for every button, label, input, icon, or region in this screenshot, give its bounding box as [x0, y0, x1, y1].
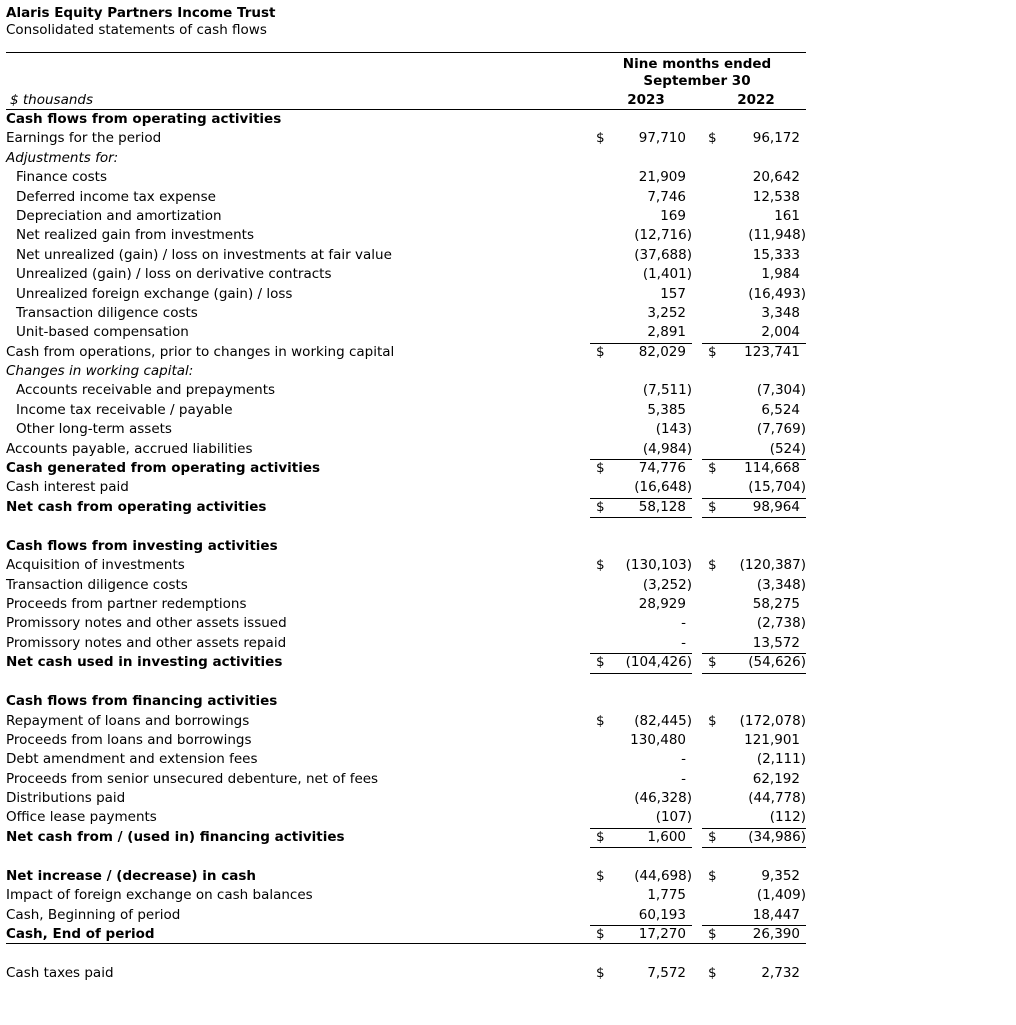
cash-flow-statement — [6, 4, 806, 981]
value-cell-2023 — [590, 808, 692, 828]
value-cell-2022 — [702, 556, 806, 575]
value-cell-2023 — [590, 886, 692, 905]
period-heading — [596, 56, 798, 89]
amount: (46,328) — [634, 790, 692, 807]
amount: 58,275 — [752, 595, 800, 612]
currency-symbol: $ — [708, 867, 717, 884]
currency-symbol: $ — [596, 343, 605, 360]
year-2023-header: 2023 — [627, 92, 665, 108]
statement-title: Consolidated statements of cash flows — [6, 22, 267, 38]
amount: (107) — [655, 809, 692, 826]
line-item-label: Cash generated from operating activities — [6, 460, 321, 477]
value-cell-2023 — [590, 556, 692, 575]
amount: 3,252 — [647, 304, 686, 321]
value-cell-2023 — [590, 498, 692, 518]
value-cell-2023 — [590, 265, 692, 284]
statement-row — [6, 886, 806, 905]
value-cell-2022 — [702, 614, 806, 633]
line-item-label: Cash interest paid — [6, 479, 129, 496]
amount: (3,348) — [756, 576, 806, 593]
top-rule — [6, 52, 806, 53]
value-cell-2023 — [590, 440, 692, 460]
value-cell-2023 — [590, 925, 692, 944]
value-cell-2022 — [702, 867, 806, 886]
line-item-label: Deferred income tax expense — [16, 188, 216, 205]
amount: 20,642 — [752, 169, 800, 186]
value-cell-2022 — [702, 440, 806, 460]
amount: 96,172 — [752, 130, 800, 147]
column-header — [6, 56, 806, 110]
line-item-label: Cash, End of period — [6, 926, 155, 943]
value-cell-2022 — [702, 420, 806, 439]
value-cell-2023 — [590, 188, 692, 207]
amount: (143) — [655, 421, 692, 438]
amount: 3,348 — [761, 304, 800, 321]
value-cell-2022 — [702, 226, 806, 245]
statement-row — [6, 440, 806, 459]
value-cell-2022 — [702, 381, 806, 400]
amount: (11,948) — [748, 227, 806, 244]
value-cell-2022 — [702, 285, 806, 304]
value-cell-2023 — [590, 614, 692, 633]
spacer-row — [6, 944, 806, 964]
value-cell-2023 — [590, 207, 692, 226]
amount: (2,738) — [756, 615, 806, 632]
statement-row — [6, 110, 806, 129]
statement-row — [6, 343, 806, 362]
value-cell-2023 — [590, 789, 692, 808]
line-item-label: Adjustments for: — [6, 149, 119, 166]
amount: 1,775 — [647, 887, 686, 904]
company-name: Alaris Equity Partners Income Trust — [6, 5, 276, 21]
amount: 7,746 — [647, 188, 686, 205]
value-cell-2023 — [590, 906, 692, 926]
value-cell-2023 — [590, 653, 692, 673]
statement-row — [6, 867, 806, 886]
amount: 17,270 — [638, 926, 686, 943]
statement-row — [6, 246, 806, 265]
line-item-label: Accounts payable, accrued liabilities — [6, 440, 253, 457]
amount: (2,111) — [756, 751, 806, 768]
currency-symbol: $ — [596, 130, 605, 147]
line-item-label: Income tax receivable / payable — [16, 401, 233, 418]
year-2022-header: 2022 — [737, 92, 775, 108]
amount: 12,538 — [752, 188, 800, 205]
currency-symbol: $ — [596, 654, 605, 671]
currency-symbol: $ — [596, 498, 605, 515]
amount: 6,524 — [761, 401, 800, 418]
value-cell-2023 — [590, 770, 692, 789]
statement-row — [6, 712, 806, 731]
value-cell-2023 — [590, 828, 692, 848]
amount: (16,648) — [634, 479, 692, 496]
line-item-label: Unrealized foreign exchange (gain) / loss — [16, 285, 293, 302]
statement-row — [6, 556, 806, 575]
amount: (120,387) — [739, 557, 806, 574]
statement-row — [6, 304, 806, 323]
value-cell-2022 — [702, 925, 806, 944]
amount: (16,493) — [748, 285, 806, 302]
value-cell-2023 — [590, 246, 692, 265]
statement-row — [6, 828, 806, 847]
value-cell-2022 — [702, 459, 806, 478]
amount: 13,572 — [752, 634, 800, 651]
amount: 2,732 — [761, 965, 800, 981]
line-item-label: Cash from operations, prior to changes in working capital — [6, 343, 395, 360]
value-cell-2022 — [702, 808, 806, 828]
value-cell-2023 — [590, 595, 692, 614]
statement-row — [6, 478, 806, 497]
amount: (3,252) — [642, 576, 692, 593]
value-cell-2022 — [702, 770, 806, 789]
value-cell-2022 — [702, 498, 806, 518]
line-item-label: Net increase / (decrease) in cash — [6, 867, 256, 884]
statement-row — [6, 770, 806, 789]
statement-row — [6, 362, 806, 381]
amount: 74,776 — [638, 460, 686, 477]
line-item-label: Net realized gain from investments — [16, 227, 254, 244]
amount: 5,385 — [647, 401, 686, 418]
statement-row — [6, 381, 806, 400]
value-cell-2022 — [702, 265, 806, 284]
value-cell-2022 — [702, 595, 806, 614]
statement-row — [6, 925, 806, 944]
currency-symbol: $ — [596, 460, 605, 477]
value-cell-2022 — [702, 246, 806, 265]
value-cell-2023 — [590, 401, 692, 420]
amount: 2,891 — [647, 324, 686, 341]
line-item-label: Promissory notes and other assets issued — [6, 615, 287, 632]
statement-row — [6, 595, 806, 614]
amount: 21,909 — [638, 169, 686, 186]
line-item-label: Office lease payments — [6, 809, 157, 826]
spacer-row — [6, 673, 806, 693]
amount: 130,480 — [630, 731, 686, 748]
line-item-label: Unit-based compensation — [16, 324, 189, 341]
line-item-label: Transaction diligence costs — [16, 304, 198, 321]
amount: - — [681, 615, 686, 632]
value-cell-2022 — [702, 906, 806, 926]
amount: 18,447 — [752, 906, 800, 923]
amount: 98,964 — [752, 498, 800, 515]
statement-row — [6, 420, 806, 439]
spacer-row — [6, 517, 806, 537]
amount: - — [681, 634, 686, 651]
value-cell-2022 — [702, 576, 806, 595]
line-item-label: Proceeds from partner redemptions — [6, 595, 247, 612]
currency-symbol: $ — [708, 557, 717, 574]
line-item-label: Distributions paid — [6, 790, 126, 807]
value-cell-2022 — [702, 323, 806, 343]
statement-row — [6, 401, 806, 420]
statement-row — [6, 576, 806, 595]
line-item-label: Promissory notes and other assets repaid — [6, 634, 287, 651]
statement-row — [6, 634, 806, 653]
statement-row — [6, 537, 806, 556]
value-cell-2023 — [590, 731, 692, 750]
amount: 1,600 — [647, 828, 686, 845]
currency-symbol: $ — [596, 712, 605, 729]
amount: 157 — [660, 285, 686, 302]
amount: (104,426) — [625, 654, 692, 671]
amount: (4,984) — [642, 440, 692, 457]
value-cell-2022 — [702, 207, 806, 226]
value-cell-2023 — [590, 304, 692, 323]
value-cell-2022 — [702, 188, 806, 207]
line-item-label: Cash taxes paid — [6, 965, 114, 981]
amount: (34,986) — [748, 828, 806, 845]
amount: 28,929 — [638, 595, 686, 612]
value-cell-2022 — [702, 304, 806, 323]
statement-row — [6, 692, 806, 711]
amount: (1,401) — [642, 266, 692, 283]
currency-symbol: $ — [708, 926, 717, 943]
statement-row — [6, 149, 806, 168]
value-cell-2022 — [702, 828, 806, 848]
value-cell-2023 — [590, 226, 692, 245]
amount: 58,128 — [638, 498, 686, 515]
amount: (44,698) — [634, 867, 692, 884]
currency-symbol: $ — [708, 828, 717, 845]
line-item-label: Net cash from / (used in) financing activities — [6, 828, 345, 845]
statement-row — [6, 750, 806, 769]
line-item-label: Transaction diligence costs — [6, 576, 188, 593]
value-cell-2022 — [702, 653, 806, 673]
line-item-label: Repayment of loans and borrowings — [6, 712, 250, 729]
currency-symbol: $ — [596, 557, 605, 574]
currency-symbol: $ — [596, 867, 605, 884]
statement-row — [6, 808, 806, 827]
currency-symbol: $ — [708, 343, 717, 360]
amount: (112) — [769, 809, 806, 826]
value-cell-2022 — [702, 401, 806, 420]
statement-row — [6, 731, 806, 750]
line-item-label: Net cash used in investing activities — [6, 654, 283, 671]
currency-symbol: $ — [708, 460, 717, 477]
statement-row — [6, 906, 806, 925]
value-cell-2023 — [590, 323, 692, 343]
amount: (172,078) — [739, 712, 806, 729]
amount: 1,984 — [761, 266, 800, 283]
currency-symbol: $ — [708, 654, 717, 671]
currency-symbol: $ — [708, 498, 717, 515]
amount: (15,704) — [748, 479, 806, 496]
line-item-label: Changes in working capital: — [6, 363, 194, 380]
amount: 121,901 — [744, 731, 800, 748]
period-line-2: September 30 — [643, 72, 751, 89]
value-cell-2023 — [590, 964, 692, 983]
currency-symbol: $ — [596, 828, 605, 845]
amount: 15,333 — [752, 246, 800, 263]
amount: (7,304) — [756, 382, 806, 399]
amount: (1,409) — [756, 887, 806, 904]
line-item-label: Impact of foreign exchange on cash balances — [6, 887, 313, 904]
amount: 26,390 — [752, 926, 800, 943]
amount: 60,193 — [638, 906, 686, 923]
statement-row — [6, 653, 806, 672]
amount: (37,688) — [634, 246, 692, 263]
line-item-label: Acquisition of investments — [6, 557, 185, 574]
amount: 97,710 — [638, 130, 686, 147]
value-cell-2022 — [702, 712, 806, 731]
value-cell-2023 — [590, 576, 692, 595]
amount: (82,445) — [634, 712, 692, 729]
statement-row — [6, 323, 806, 342]
amount: (12,716) — [634, 227, 692, 244]
amount: - — [681, 751, 686, 768]
value-cell-2022 — [702, 343, 806, 362]
currency-symbol: $ — [596, 926, 605, 943]
amount: (7,769) — [756, 421, 806, 438]
value-cell-2023 — [590, 285, 692, 304]
value-cell-2023 — [590, 129, 692, 148]
value-cell-2023 — [590, 867, 692, 886]
units-label: $ thousands — [10, 92, 94, 108]
value-cell-2023 — [590, 459, 692, 478]
amount: 82,029 — [638, 343, 686, 360]
amount: (44,778) — [748, 790, 806, 807]
amount: 9,352 — [761, 867, 800, 884]
statement-row — [6, 207, 806, 226]
amount: 161 — [774, 207, 800, 224]
statement-row — [6, 168, 806, 187]
value-cell-2023 — [590, 478, 692, 498]
value-cell-2023 — [590, 343, 692, 362]
value-cell-2022 — [702, 129, 806, 148]
amount: - — [681, 770, 686, 787]
statement-row — [6, 964, 806, 983]
line-item-label: Unrealized (gain) / loss on derivative contracts — [16, 266, 332, 283]
value-cell-2022 — [702, 964, 806, 983]
line-item-label: Earnings for the period — [6, 130, 162, 147]
statement-row — [6, 498, 806, 517]
currency-symbol: $ — [708, 130, 717, 147]
statement-row — [6, 129, 806, 148]
line-item-label: Cash, Beginning of period — [6, 906, 181, 923]
amount: 62,192 — [752, 770, 800, 787]
amount: 123,741 — [744, 343, 800, 360]
line-item-label: Proceeds from loans and borrowings — [6, 731, 252, 748]
amount: (54,626) — [748, 654, 806, 671]
currency-symbol: $ — [708, 965, 717, 981]
statement-row — [6, 459, 806, 478]
line-item-label: Net cash from operating activities — [6, 498, 267, 515]
line-item-label: Depreciation and amortization — [16, 207, 222, 224]
value-cell-2023 — [590, 712, 692, 731]
statement-rows — [6, 110, 806, 983]
statement-row — [6, 614, 806, 633]
amount: (7,511) — [642, 382, 692, 399]
value-cell-2022 — [702, 634, 806, 654]
value-cell-2023 — [590, 381, 692, 400]
value-cell-2022 — [702, 478, 806, 498]
line-item-label: Net unrealized (gain) / loss on investments at fair value — [16, 246, 392, 263]
section-heading: Cash flows from operating activities — [6, 111, 282, 127]
statement-row — [6, 265, 806, 284]
amount: 169 — [660, 207, 686, 224]
value-cell-2023 — [590, 420, 692, 439]
statement-row — [6, 226, 806, 245]
section-heading: Cash flows from investing activities — [6, 537, 278, 554]
value-cell-2022 — [702, 789, 806, 808]
value-cell-2022 — [702, 731, 806, 750]
period-line-1: Nine months ended — [622, 56, 772, 72]
statement-row — [6, 789, 806, 808]
section-heading: Cash flows from financing activities — [6, 693, 278, 710]
currency-symbol: $ — [596, 965, 605, 981]
line-item-label: Accounts receivable and prepayments — [16, 382, 276, 399]
value-cell-2022 — [702, 750, 806, 769]
statement-row — [6, 188, 806, 207]
value-cell-2023 — [590, 168, 692, 187]
amount: (130,103) — [625, 557, 692, 574]
line-item-label: Proceeds from senior unsecured debenture, net of fees — [6, 770, 379, 787]
amount: (524) — [769, 440, 806, 457]
value-cell-2022 — [702, 168, 806, 187]
value-cell-2022 — [702, 886, 806, 905]
value-cell-2023 — [590, 750, 692, 769]
line-item-label: Finance costs — [16, 169, 107, 186]
currency-symbol: $ — [708, 712, 717, 729]
spacer-row — [6, 847, 806, 867]
amount: 7,572 — [647, 965, 686, 981]
value-cell-2023 — [590, 634, 692, 654]
line-item-label: Other long-term assets — [16, 421, 172, 438]
statement-row — [6, 285, 806, 304]
amount: 2,004 — [761, 324, 800, 341]
line-item-label: Debt amendment and extension fees — [6, 751, 258, 768]
amount: 114,668 — [744, 460, 800, 477]
